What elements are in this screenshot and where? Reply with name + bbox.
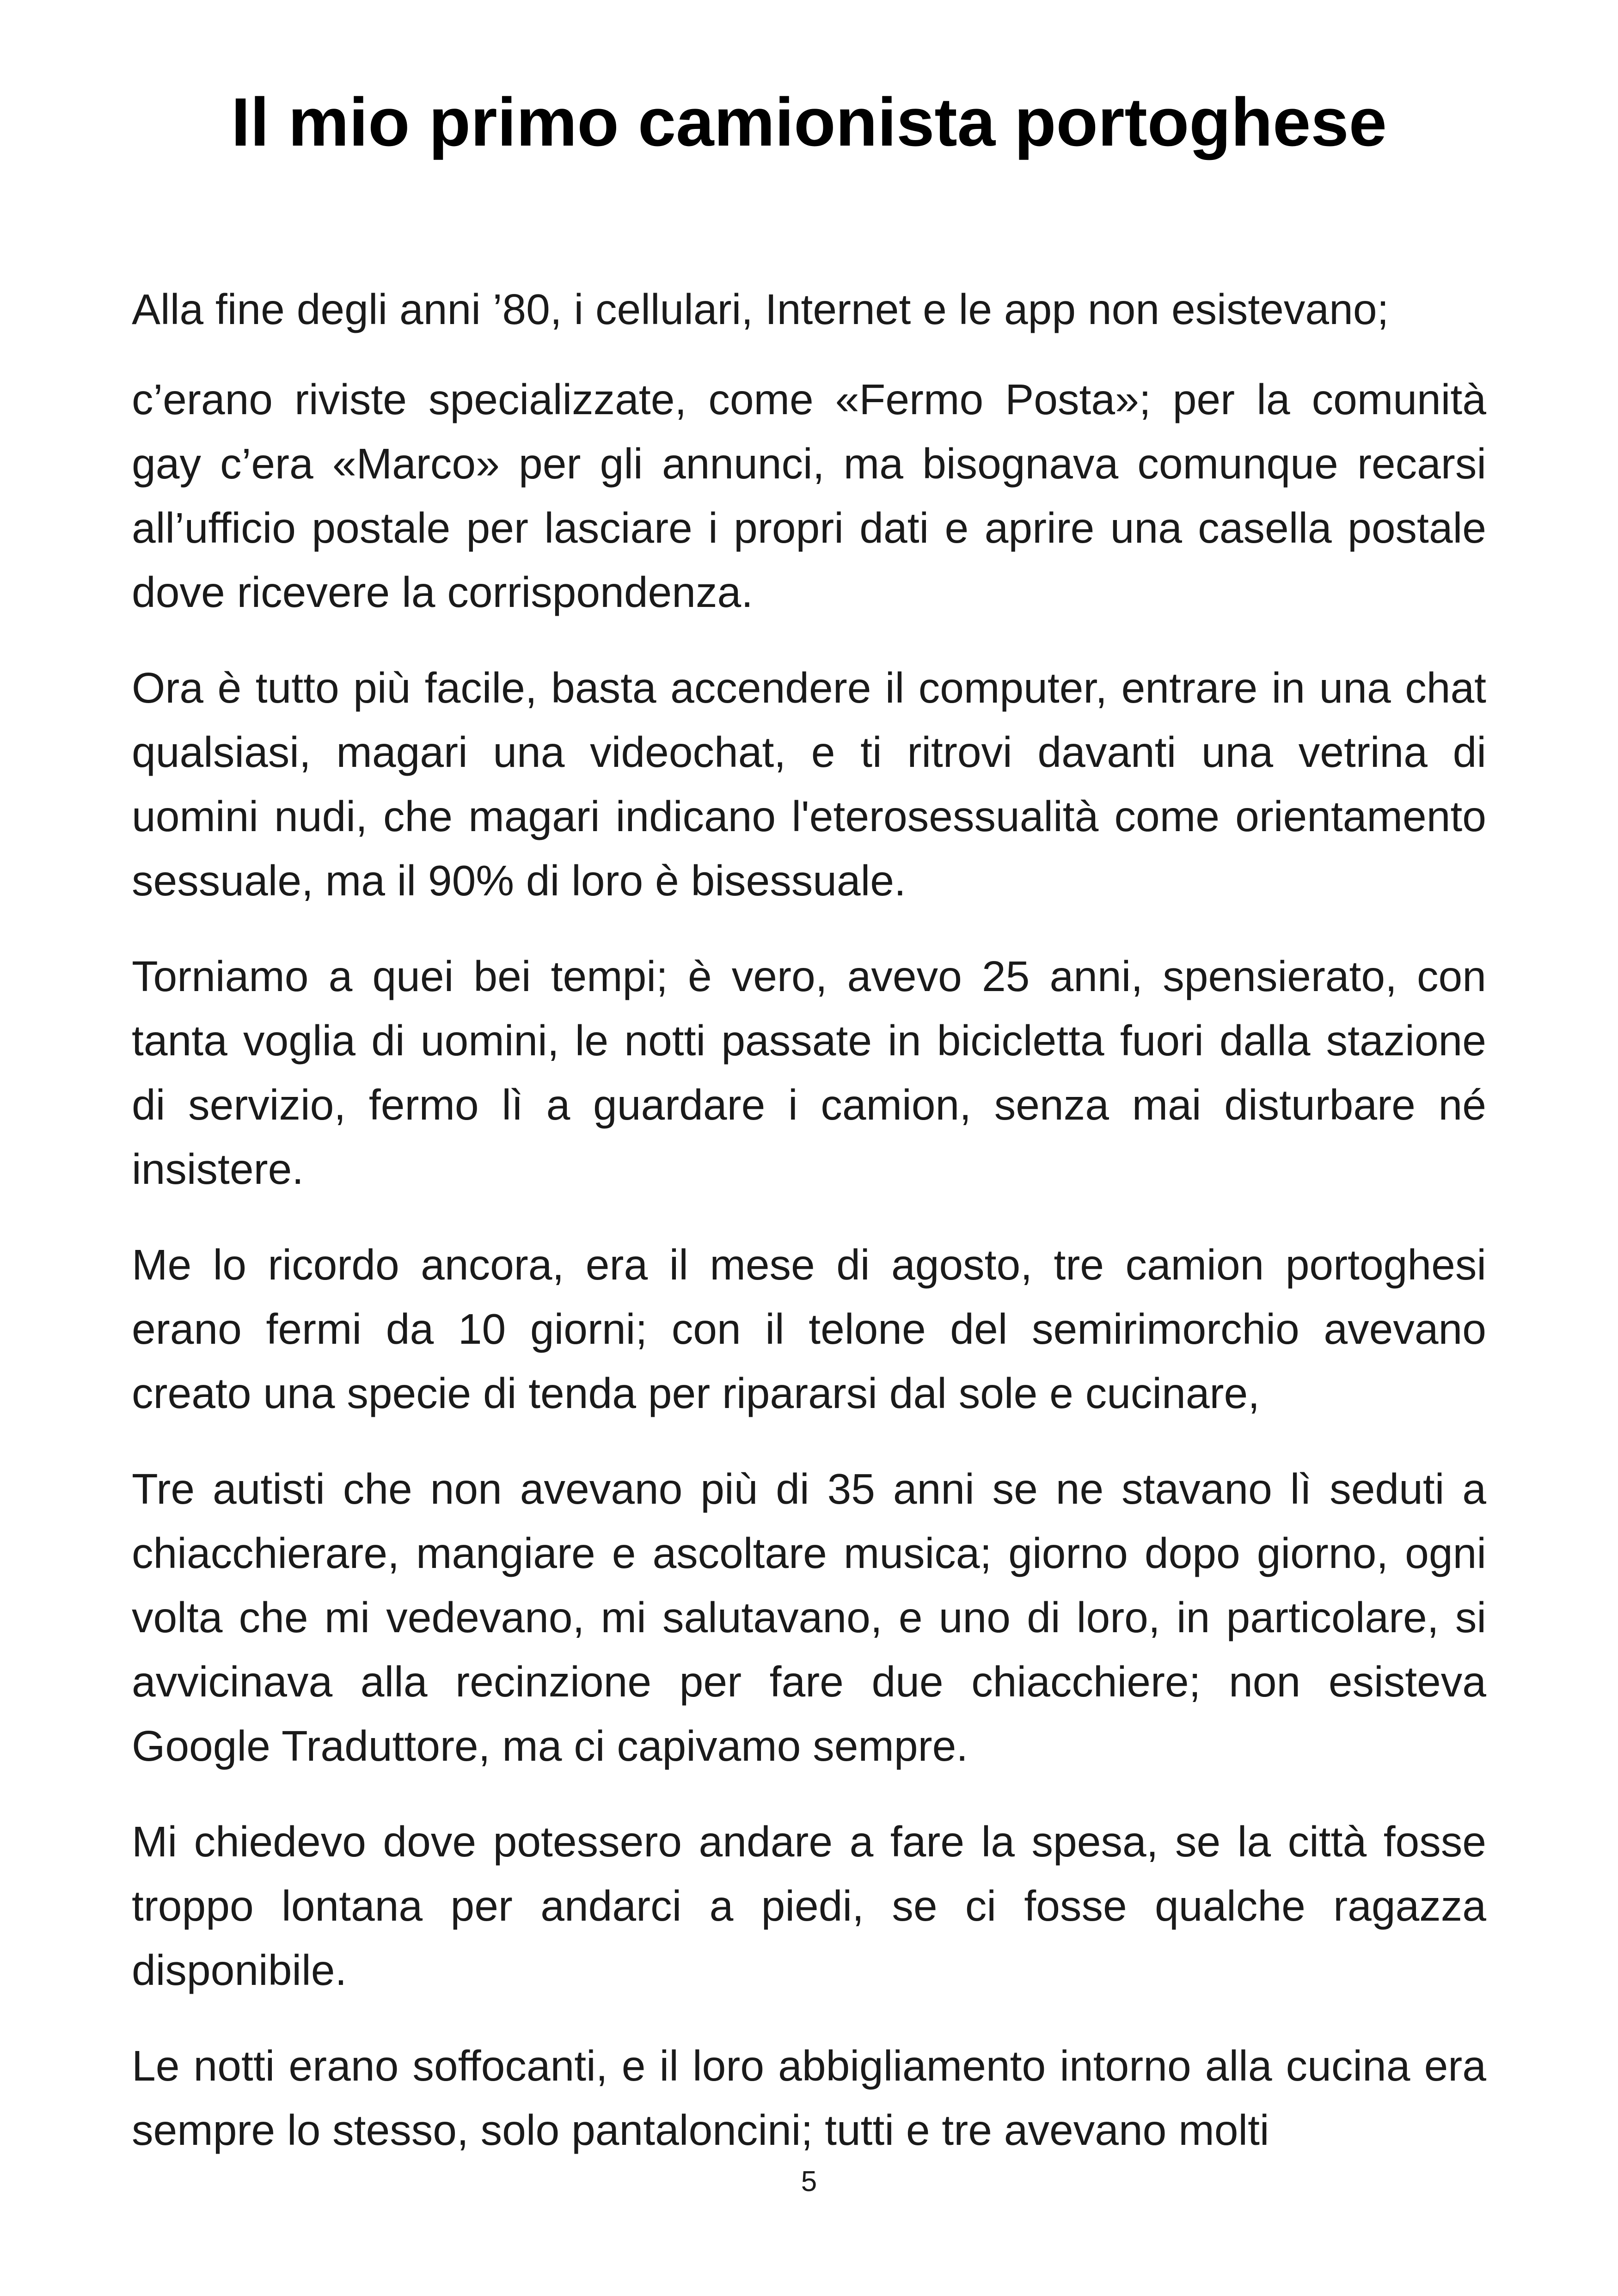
paragraph-5: Me lo ricordo ancora, era il mese di agosto, tre camion portoghesi erano fermi da 10 giorni; con il telone del semirimorchio avevano creato una specie di tenda per ripararsi dal sole e cucinare, xyxy=(132,1241,1486,1417)
paragraph-4: Torniamo a quei bei tempi; è vero, avevo 25 anni, spensierato, con tanta voglia di uomini, le notti passate in bicicletta fuori dalla stazione di servizio, fermo lì a guardare i camion, senza mai disturbare né insistere. xyxy=(132,952,1486,1193)
page-number: 5 xyxy=(801,2166,817,2198)
page-title: Il mio primo camionista portoghese xyxy=(231,84,1387,160)
paragraph-2: c’erano riviste specializzate, come «Fermo Posta»; per la comunità gay c’era «Marco» per gli annunci, ma bisognava comunque recarsi all’ufficio postale per lasciare i propri dati e aprire una casella postale dove ricevere la corrispondenza. xyxy=(132,375,1486,616)
paragraph-6: Tre autisti che non avevano più di 35 anni se ne stavano lì seduti a chiacchierare, mangiare e ascoltare musica; giorno dopo giorno, ogni volta che mi vedevano, mi salutavano, e uno di loro, in particolare, si avvicinava alla recinzione per fare due chiacchiere; non esisteva Google Traduttore, ma ci capivamo sempre. xyxy=(132,1465,1486,1770)
paragraph-1: Alla fine degli anni ’80, i cellulari, Internet e le app non esistevano; xyxy=(132,285,1389,333)
body-text xyxy=(132,277,1486,2194)
paragraph-3: Ora è tutto più facile, basta accendere il computer, entrare in una chat qualsiasi, magari una videochat, e ti ritrovi davanti una vetrina di uomini nudi, che magari indicano l'eterosessualità come orientamento sessuale, ma il 90% di loro è bisessuale. xyxy=(132,664,1486,905)
paragraph-7: Mi chiedevo dove potessero andare a fare la spesa, se la città fosse troppo lontana per andarci a piedi, se ci fosse qualche ragazza disponibile. xyxy=(132,1818,1486,1994)
paragraph-8: Le notti erano soffocanti, e il loro abbigliamento intorno alla cucina era sempre lo stesso, solo pantaloncini; tutti e tre avevano molti xyxy=(132,2042,1486,2154)
